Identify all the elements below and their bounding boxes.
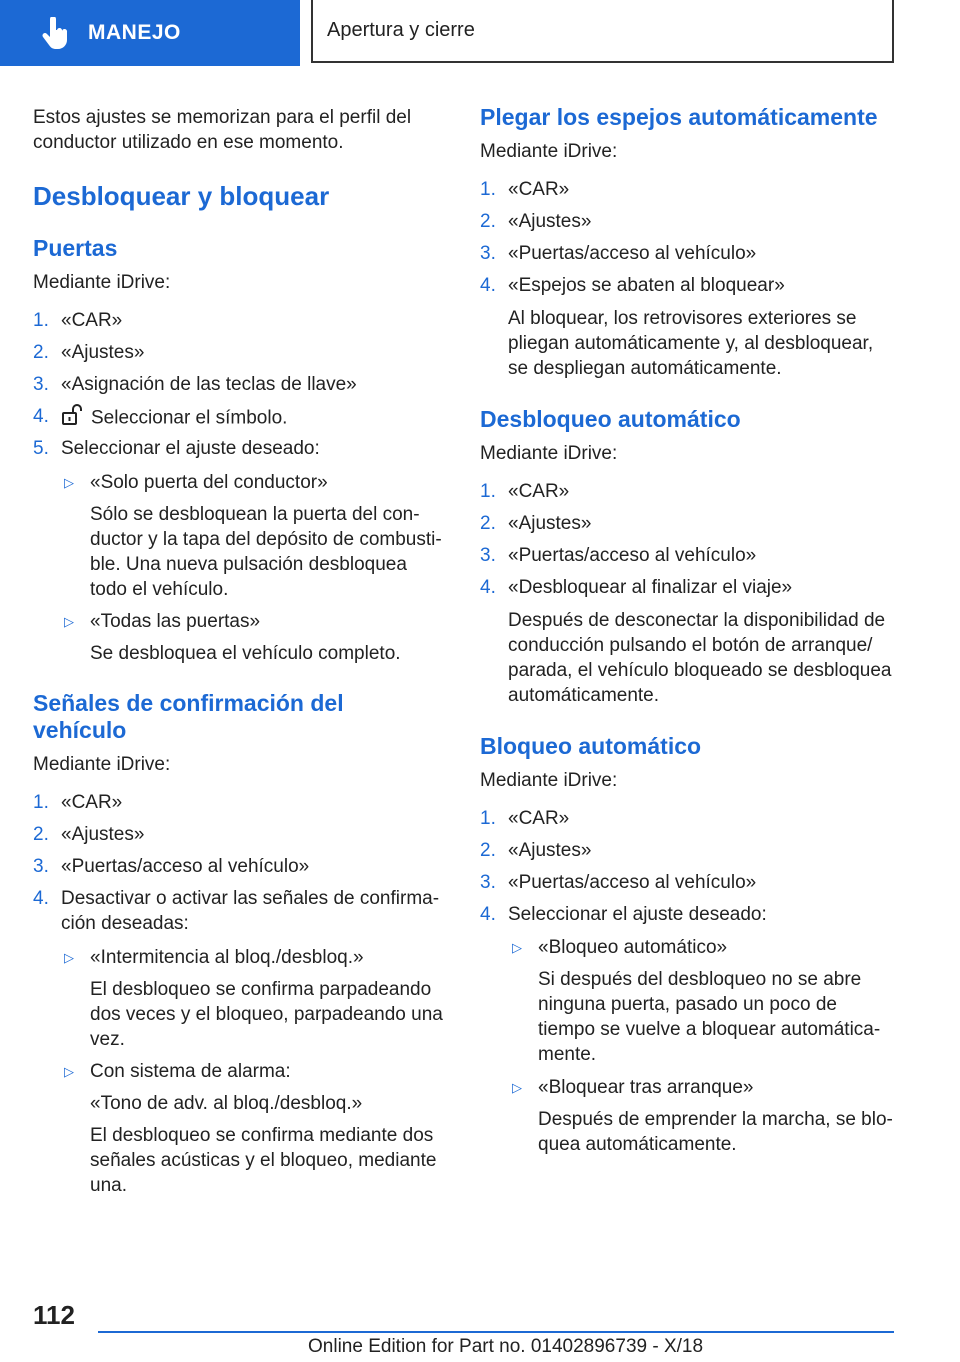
step-number: 4. [33,888,49,909]
option-label: «Bloqueo automático» [538,937,728,958]
step-text: «Puertas/acceso al vehículo» [61,856,310,877]
desc-line: ninguna puerta, pasado un poco de [538,994,837,1015]
step-number: 1. [480,481,496,502]
step-number: 3. [33,374,49,395]
step-number: 3. [33,856,49,877]
option-description [90,502,450,602]
desc-line: todo el vehículo. [90,579,229,600]
step-number: 4. [480,275,496,296]
triangle-bullet-icon: ▷ [64,1064,74,1079]
desc-line: quea automáticamente. [538,1134,737,1155]
desc-line: vez. [90,1029,125,1050]
step-text: «Puertas/acceso al vehículo» [508,545,757,566]
heading-unlock-lock: Desbloquear y bloquear [33,181,330,211]
desc-line: parada, el vehículo bloqueado se desbloquea [508,660,892,681]
section-title: MANEJO [88,21,181,44]
triangle-bullet-icon: ▷ [512,940,522,955]
unlock-icon [61,404,85,433]
step-number: 4. [33,406,49,427]
option-description [90,977,450,1052]
step-text: Seleccionar el ajuste deseado: [508,904,767,925]
step-text: Seleccionar el ajuste deseado: [61,438,320,459]
option-description: Se desbloquea el vehículo completo. [90,643,401,664]
step-text-with-icon [61,404,451,433]
footer-divider [98,1331,894,1333]
heading-line: vehículo [33,717,127,743]
step-number: 1. [480,179,496,200]
step-text: «Espejos se abaten al bloquear» [508,275,785,296]
intro-line: conductor utilizado en ese momento. [33,132,344,153]
via-idrive-label: Mediante iDrive: [33,754,171,775]
step-text: «CAR» [61,310,123,331]
heading-confirmation-signals [33,690,453,744]
step-text: «Puertas/acceso al vehículo» [508,872,757,893]
step-number: 3. [480,243,496,264]
step-text: «CAR» [508,808,570,829]
option-label: «Solo puerta del conductor» [90,472,328,493]
desc-line: Si después del desbloqueo no se abre [538,969,862,990]
chapter-box [311,0,894,63]
step-text: «CAR» [508,481,570,502]
page-number: 112 [33,1300,75,1330]
desc-line: ductor y la tapa del depósito de combusti- [90,529,442,550]
step-text: «Puertas/acceso al vehículo» [508,243,757,264]
triangle-bullet-icon: ▷ [64,614,74,629]
step-number: 1. [480,808,496,829]
option-description [538,1107,908,1157]
footer-edition: Online Edition for Part no. 01402896739 - X/18 [308,1336,704,1357]
desc-line: tiempo se vuelve a bloquear automática- [538,1019,881,1040]
step-text: Seleccionar el símbolo. [91,407,288,429]
option-label: «Intermitencia al bloq./desbloq.» [90,947,364,968]
step-number: 2. [33,824,49,845]
heading-auto-unlock: Desbloqueo automático [480,406,741,432]
desc-line: Después de emprender la marcha, se blo- [538,1109,893,1130]
step-text: «Asignación de las teclas de llave» [61,374,357,395]
desc-line: se despliegan automáticamente. [508,358,782,379]
desc-line: dos veces y el bloqueo, parpadeando una [90,1004,443,1025]
step-text: «Ajustes» [508,840,592,861]
desc-line: El desbloqueo se confirma mediante dos [90,1125,434,1146]
desc-line: pliegan automáticamente y, al desbloquear, [508,333,874,354]
intro-line: Estos ajustes se memorizan para el perfil del [33,107,412,128]
via-idrive-label: Mediante iDrive: [33,272,171,293]
step-text: «Ajustes» [508,211,592,232]
desc-line: automáticamente. [508,685,660,706]
step-text: «Desbloquear al finalizar el viaje» [508,577,793,598]
step-description [508,306,908,381]
step-text: «Ajustes» [61,342,145,363]
option-description [538,967,908,1067]
via-idrive-label: Mediante iDrive: [480,141,618,162]
step-number: 4. [480,904,496,925]
option-label: «Bloquear tras arranque» [538,1077,754,1098]
step-text-continued: ción deseadas: [61,913,189,934]
step-number: 2. [33,342,49,363]
step-number: 1. [33,310,49,331]
step-text: «Ajustes» [508,513,592,534]
desc-line: ble. Una nueva pulsación desbloquea [90,554,407,575]
step-number: 3. [480,872,496,893]
via-idrive-label: Mediante iDrive: [480,443,618,464]
step-number: 1. [33,792,49,813]
step-number: 4. [480,577,496,598]
triangle-bullet-icon: ▷ [64,475,74,490]
option-label: «Todas las puertas» [90,611,261,632]
desc-line: conducción pulsando el botón de arranque/ [508,635,873,656]
step-description [508,608,918,708]
chapter-title: Apertura y cierre [327,19,475,41]
heading-doors: Puertas [33,235,118,261]
step-number: 2. [480,211,496,232]
desc-line: Después de desconectar la disponibilidad de [508,610,886,631]
option-label: Con sistema de alarma: [90,1061,291,1082]
step-number: 5. [33,438,49,459]
page-header [0,0,960,66]
triangle-bullet-icon: ▷ [512,1080,522,1095]
step-number: 2. [480,513,496,534]
section-tab [0,0,300,66]
heading-line: Señales de confirmación del [33,690,344,716]
option-description [90,1123,450,1198]
option-sub-label: «Tono de adv. al bloq./desbloq.» [90,1093,363,1114]
triangle-bullet-icon: ▷ [64,950,74,965]
desc-line: señales acústicas y el bloqueo, mediante [90,1150,437,1171]
step-text: «Ajustes» [61,824,145,845]
heading-auto-lock: Bloqueo automático [480,733,702,759]
step-text: Desactivar o activar las señales de confirma- [61,888,440,909]
heading-fold-mirrors: Plegar los espejos automáticamente [480,104,878,130]
step-number: 2. [480,840,496,861]
step-text: «CAR» [61,792,123,813]
via-idrive-label: Mediante iDrive: [480,770,618,791]
step-text: «CAR» [508,179,570,200]
hand-pointer-icon [38,15,74,51]
desc-line: mente. [538,1044,597,1065]
intro-paragraph [33,105,453,155]
desc-line: una. [90,1175,127,1196]
desc-line: El desbloqueo se confirma parpadeando [90,979,432,1000]
desc-line: Al bloquear, los retrovisores exteriores se [508,308,857,329]
desc-line: Sólo se desbloquean la puerta del con- [90,504,420,525]
step-number: 3. [480,545,496,566]
